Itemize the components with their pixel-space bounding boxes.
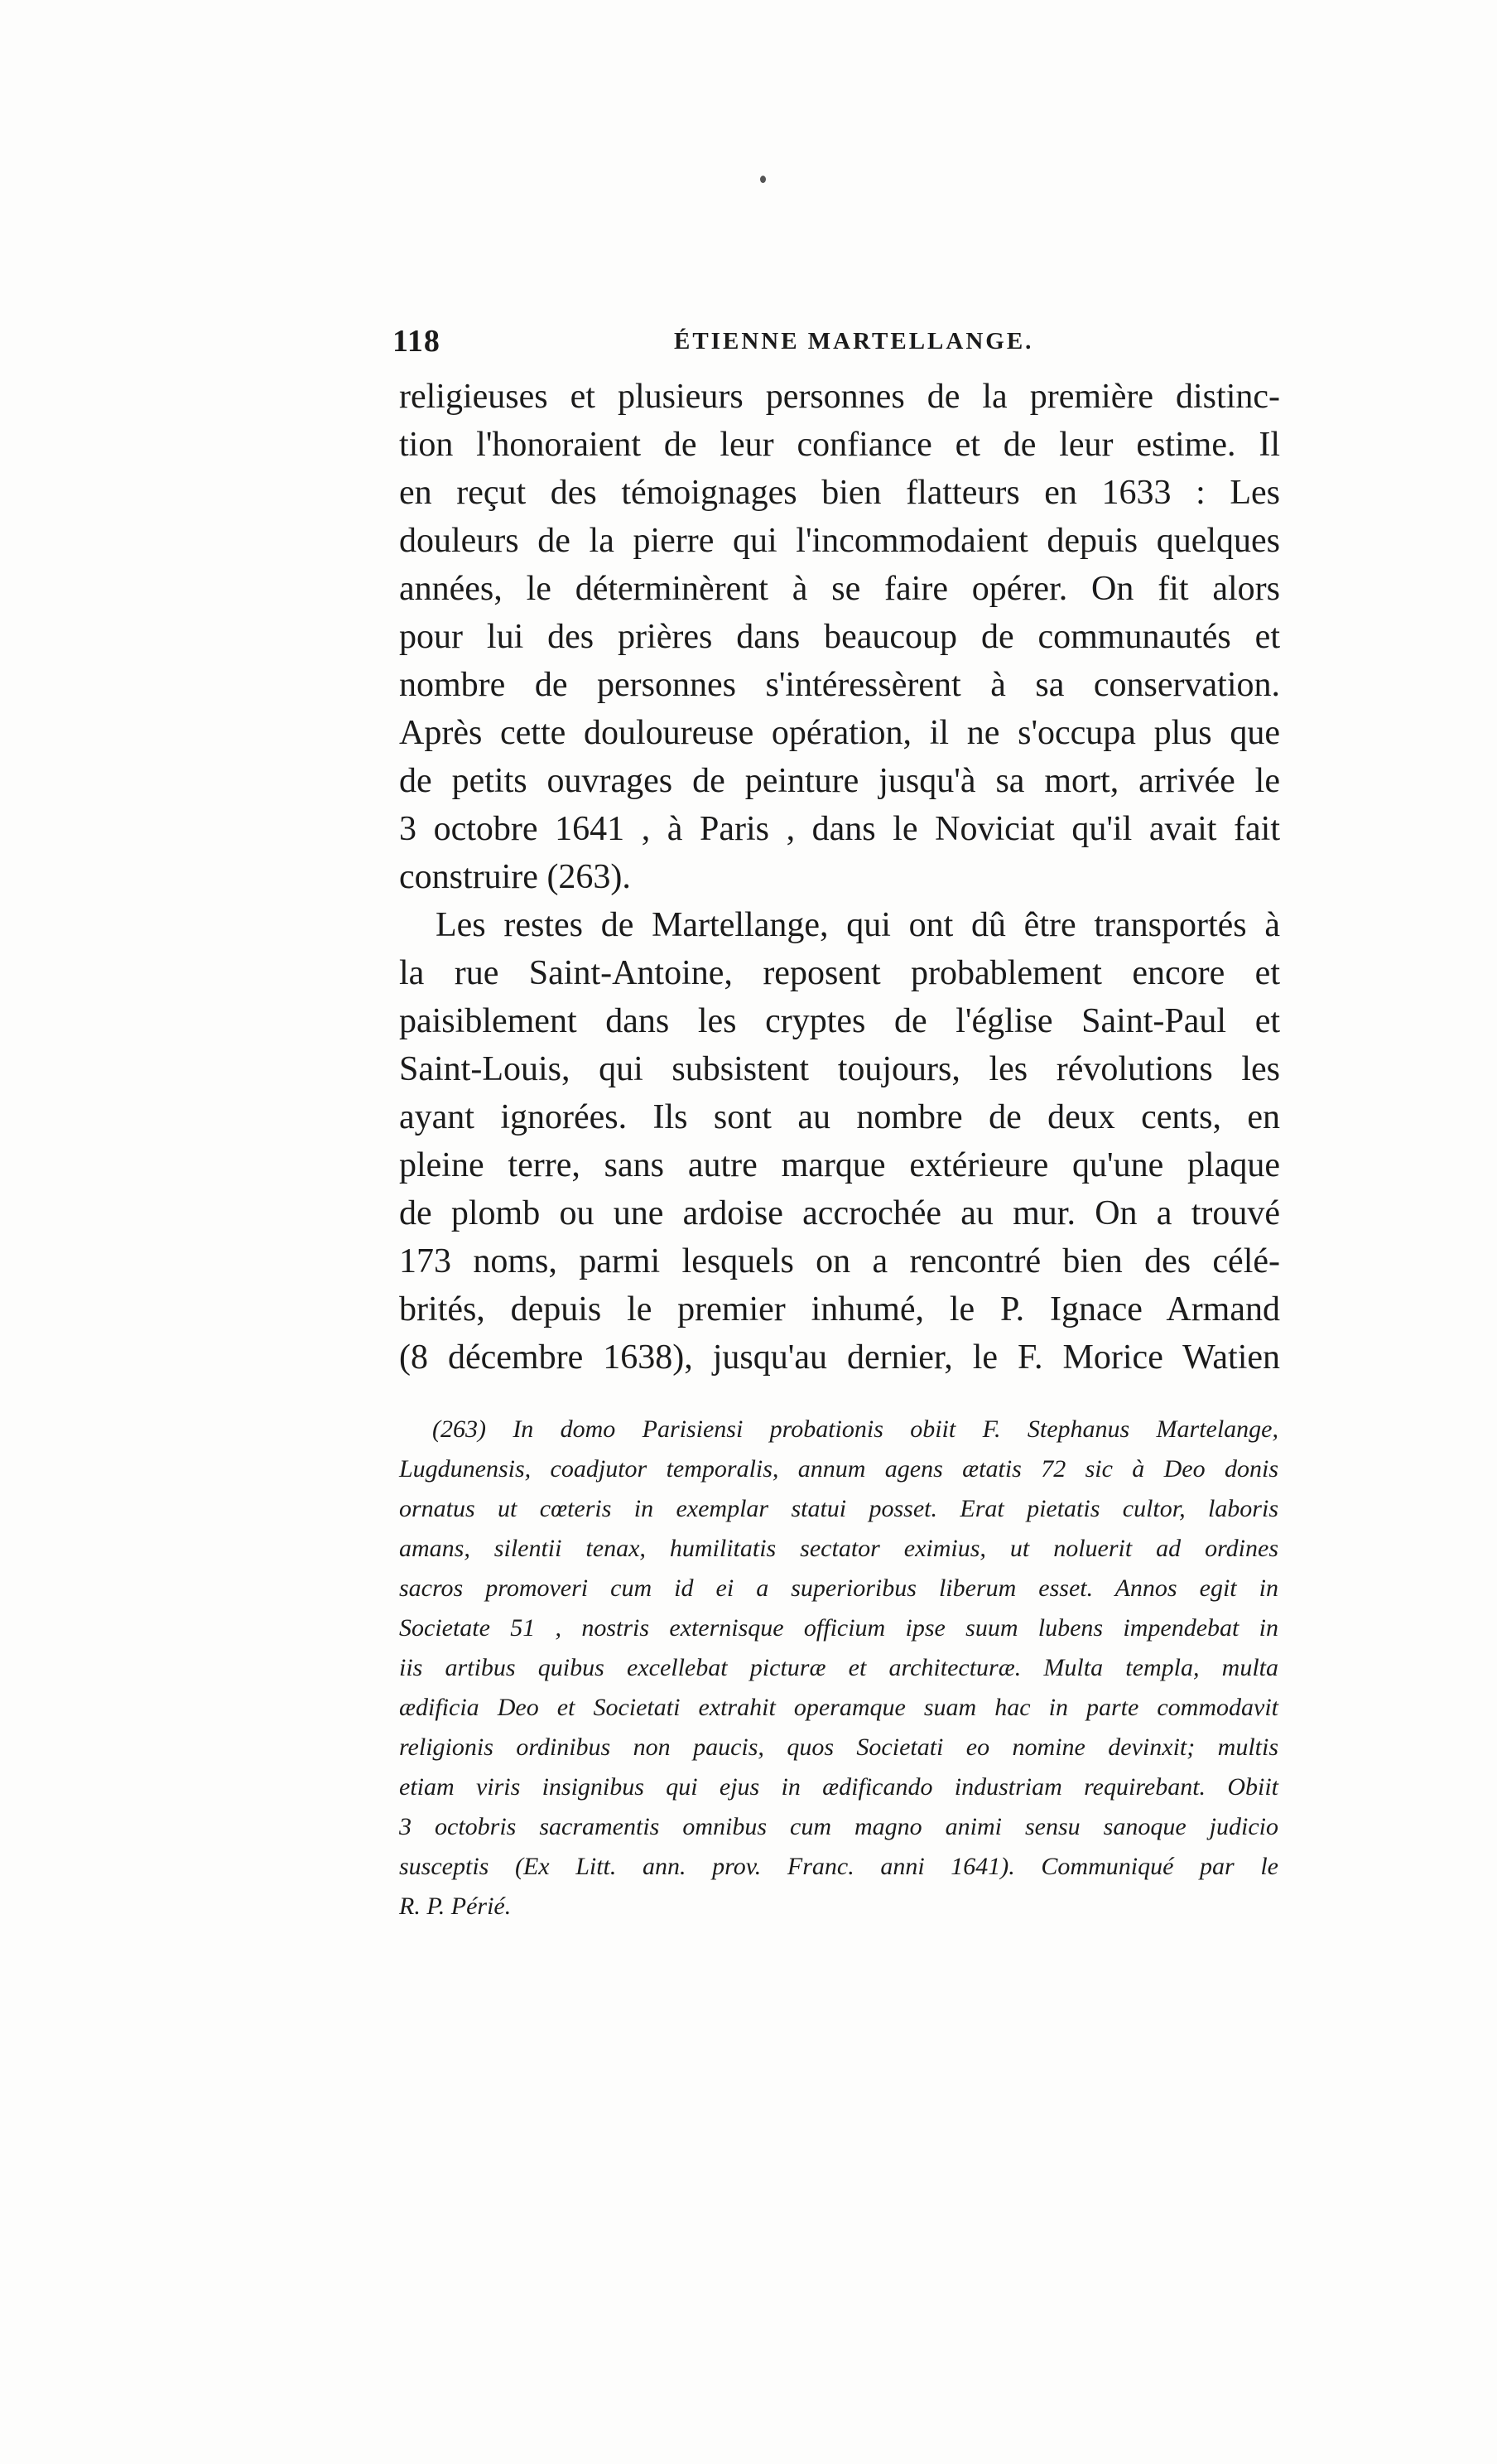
footnote-line: susceptis (Ex Litt. ann. prov. Franc. anni 1641). Communiqué par le xyxy=(399,1853,1278,1880)
body-line: années, le déterminèrent à se faire opérer. On fit alors xyxy=(399,570,1280,608)
footnote-line: Lugdunensis, coadjutor temporalis, annum agens ætatis 72 sic à Deo donis xyxy=(399,1455,1278,1483)
body-line: Saint-Louis, qui subsistent toujours, les révolutions les xyxy=(399,1050,1280,1088)
page-number: 118 xyxy=(392,324,440,359)
running-title: ÉTIENNE MARTELLANGE. xyxy=(674,328,1034,354)
main-text xyxy=(399,373,1280,1381)
body-line: paisiblement dans les cryptes de l'église Saint-Paul et xyxy=(399,1002,1280,1040)
body-line: construire (263). xyxy=(399,858,631,896)
footnote-line: R. P. Périé. xyxy=(399,1893,512,1920)
footnote-line: amans, silentii tenax, humilitatis sectator eximius, ut noluerit ad ordines xyxy=(399,1535,1278,1562)
body-line: (8 décembre 1638), jusqu'au dernier, le F. Morice Watien xyxy=(399,1338,1280,1377)
footnote-line: ornatus ut cœteris in exemplar statui posset. Erat pietatis cultor, laboris xyxy=(399,1495,1278,1522)
body-line: religieuses et plusieurs personnes de la première distinc- xyxy=(399,378,1280,416)
body-line: la rue Saint-Antoine, reposent probablement encore et xyxy=(399,954,1280,992)
footnote-block xyxy=(399,1410,1278,1926)
body-line: Après cette douloureuse opération, il ne s'occupa plus que xyxy=(399,714,1280,752)
body-line: pour lui des prières dans beaucoup de communautés et xyxy=(399,618,1280,656)
body-line: Les restes de Martellange, qui ont dû être transportés à xyxy=(436,906,1280,944)
body-line: de petits ouvrages de peinture jusqu'à sa mort, arrivée le xyxy=(399,762,1280,800)
footnote-line: religionis ordinibus non paucis, quos Societati eo nomine devinxit; multis xyxy=(399,1733,1278,1761)
body-line: ayant ignorées. Ils sont au nombre de deux cents, en xyxy=(399,1098,1280,1136)
footnote-line: sacros promoveri cum id ei a superioribus liberum esset. Annos egit in xyxy=(399,1574,1278,1602)
body-line: pleine terre, sans autre marque extérieure qu'une plaque xyxy=(399,1146,1280,1184)
body-line: douleurs de la pierre qui l'incommodaient depuis quelques xyxy=(399,522,1280,560)
ink-speck xyxy=(760,176,766,183)
body-line: 3 octobre 1641 , à Paris , dans le Noviciat qu'il avait fait xyxy=(399,810,1280,848)
footnote-line: 3 octobris sacramentis omnibus cum magno animi sensu sanoque judicio xyxy=(399,1813,1278,1840)
footnote-line: Societate 51 , nostris externisque officium ipse suum lubens impendebat in xyxy=(399,1614,1278,1642)
footnote-line: ædificia Deo et Societati extrahit operamque suam hac in parte commodavit xyxy=(399,1694,1278,1721)
body-line: en reçut des témoignages bien flatteurs en 1633 : Les xyxy=(399,474,1280,512)
body-line: 173 noms, parmi lesquels on a rencontré bien des célé- xyxy=(399,1242,1280,1280)
body-line: tion l'honoraient de leur confiance et de leur estime. Il xyxy=(399,426,1280,464)
footnote-line: etiam viris insignibus qui ejus in ædificando industriam requirebant. Obiit xyxy=(399,1773,1278,1801)
body-line: nombre de personnes s'intéressèrent à sa conservation. xyxy=(399,666,1280,704)
footnote-line: (263) In domo Parisiensi probationis obiit F. Stephanus Martelange, xyxy=(432,1415,1278,1443)
footnote-line: iis artibus quibus excellebat picturæ et architecturæ. Multa templa, multa xyxy=(399,1654,1278,1681)
body-line: de plomb ou une ardoise accrochée au mur. On a trouvé xyxy=(399,1194,1280,1232)
page-header xyxy=(392,323,1287,364)
body-line: brités, depuis le premier inhumé, le P. Ignace Armand xyxy=(399,1290,1280,1328)
